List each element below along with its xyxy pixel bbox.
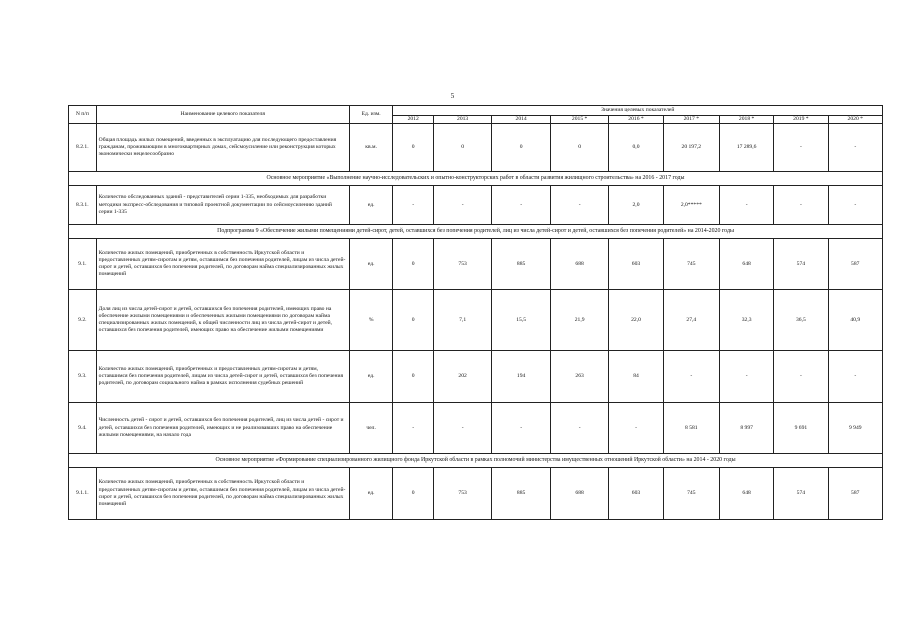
- unit-cell: ед.: [349, 239, 393, 290]
- value-cell: -: [609, 403, 663, 454]
- value-cell: 587: [828, 239, 883, 290]
- value-cell: -: [492, 403, 551, 454]
- value-cell: -: [550, 403, 609, 454]
- indicator-name: Количество жилых помещений, приобретенных в собственность Иркутской области и предоставленных детям-сиротам и детям, оставшимся без попечения родителей, лицам из числа детей-сирот и детей, оставшихся без попечения родителей, по договорам найма специализированных жилых помещений: [96, 468, 349, 520]
- header-year: 2013: [433, 116, 492, 124]
- value-cell: 17 289,6: [720, 124, 774, 172]
- section-title: Основное мероприятие «Выполнение научно-исследовательских и опытно-конструкторских работ в области развития жилищного строительства» на 2016 - 2017 годы: [69, 172, 883, 186]
- header-name: Наименование целевого показателя: [96, 106, 349, 124]
- section-row: [69, 172, 883, 186]
- value-cell: 2,0*****: [663, 186, 719, 225]
- header-year: 2020 *: [828, 116, 883, 124]
- value-cell: 574: [774, 239, 828, 290]
- value-cell: 0: [393, 290, 433, 351]
- value-cell: 40,9: [828, 290, 883, 351]
- value-cell: -: [774, 351, 828, 403]
- indicators-table: [68, 105, 883, 520]
- indicator-name: Количество обследованных зданий - представителей серии 1-335, необходимых для разработки методики экспресс-обследования и типовой проектной документации по сейсмоусилению зданий серии 1-335: [96, 186, 349, 225]
- row-number: 8.2.1.: [69, 124, 97, 172]
- value-cell: 885: [492, 468, 551, 520]
- value-cell: 885: [492, 239, 551, 290]
- value-cell: -: [720, 351, 774, 403]
- value-cell: 0: [393, 468, 433, 520]
- value-cell: 0: [393, 351, 433, 403]
- indicator-name: Общая площадь жилых помещений, введенных в эксплуатацию для последующего предоставления гражданам, проживающим в многоквартирных домах, сейсмоусиление или реконструкция которых экономически нецелесообразно: [96, 124, 349, 172]
- value-cell: 7,1: [433, 290, 492, 351]
- value-cell: 745: [663, 468, 719, 520]
- value-cell: -: [393, 186, 433, 225]
- value-cell: 22,0: [609, 290, 663, 351]
- value-cell: -: [393, 403, 433, 454]
- table-row: [69, 468, 883, 520]
- value-cell: 263: [550, 351, 609, 403]
- table-row: [69, 351, 883, 403]
- value-cell: 8 997: [720, 403, 774, 454]
- indicator-name: Количество жилых помещений, приобретенных в собственность Иркутской области и предоставленных детям-сиротам и детям, оставшимся без попечения родителей, лицам из числа детей-сирот и детей, оставшихся без попечения родителей, по договорам найма специализированных жилых помещений: [96, 239, 349, 290]
- value-cell: 9 691: [774, 403, 828, 454]
- value-cell: 21,9: [550, 290, 609, 351]
- section-title: Подпрограмма 9 «Обеспечение жилыми помещениями детей-сирот, детей, оставшихся без попечения родителей, лиц из числа детей-сирот и детей, оставшихся без попечения родителей» на 2014-2020 годы: [69, 225, 883, 239]
- row-number: 9.1.1.: [69, 468, 97, 520]
- row-number: 8.3.1.: [69, 186, 97, 225]
- value-cell: 194: [492, 351, 551, 403]
- unit-cell: чел.: [349, 403, 393, 454]
- section-row: [69, 225, 883, 239]
- value-cell: -: [774, 124, 828, 172]
- value-cell: 202: [433, 351, 492, 403]
- value-cell: -: [550, 186, 609, 225]
- value-cell: 574: [774, 468, 828, 520]
- value-cell: -: [433, 403, 492, 454]
- indicator-name: Количество жилых помещений, приобретенных и предоставленных детям-сиротам и детям, оставшимся без попечения родителей, лицам из числа детей-сирот и детей, оставшихся без попечения родителей, по договорам социального найма в рамках исполнения судебных решений: [96, 351, 349, 403]
- value-cell: 688: [550, 468, 609, 520]
- value-cell: 9 949: [828, 403, 883, 454]
- indicator-name: Численность детей - сирот и детей, оставшихся без попечения родителей, лиц из числа детей - сирот и детей, оставшихся без попечения родителей, имеющих и не реализовавших право на обеспечение жилыми помещениями, на начало года: [96, 403, 349, 454]
- value-cell: -: [828, 124, 883, 172]
- value-cell: 0: [393, 124, 433, 172]
- value-cell: -: [828, 186, 883, 225]
- header-unit: Ед. изм.: [349, 106, 393, 124]
- header-year: 2014: [492, 116, 551, 124]
- header-year: 2017 *: [663, 116, 719, 124]
- value-cell: 2,0: [609, 186, 663, 225]
- row-number: 9.4.: [69, 403, 97, 454]
- header-year: 2018 *: [720, 116, 774, 124]
- value-cell: -: [828, 351, 883, 403]
- value-cell: 15,5: [492, 290, 551, 351]
- value-cell: 0,0: [609, 124, 663, 172]
- section-title: Основное мероприятие «Формирование специализированного жилищного фонда Иркутской области в рамках полномочий министерства имущественных отношений Иркутской области» на 2014 - 2020 годы: [69, 454, 883, 468]
- table-row: [69, 186, 883, 225]
- value-cell: -: [433, 186, 492, 225]
- value-cell: -: [774, 186, 828, 225]
- unit-cell: кв.м.: [349, 124, 393, 172]
- value-cell: 753: [433, 468, 492, 520]
- value-cell: 36,5: [774, 290, 828, 351]
- table-body: [69, 124, 883, 520]
- unit-cell: %: [349, 290, 393, 351]
- page-number: 5: [450, 92, 455, 100]
- header-year: 2015 *: [550, 116, 609, 124]
- header-year: 2019 *: [774, 116, 828, 124]
- value-cell: 688: [550, 239, 609, 290]
- value-cell: 648: [720, 239, 774, 290]
- value-cell: 603: [609, 239, 663, 290]
- header-values-title: Значения целевых показателей: [393, 106, 883, 116]
- value-cell: -: [663, 351, 719, 403]
- value-cell: 0: [492, 124, 551, 172]
- value-cell: 20 197,2: [663, 124, 719, 172]
- table-row: [69, 124, 883, 172]
- header-row: [69, 106, 883, 116]
- unit-cell: ед.: [349, 468, 393, 520]
- row-number: 9.3.: [69, 351, 97, 403]
- row-number: 9.1.: [69, 239, 97, 290]
- value-cell: 27,4: [663, 290, 719, 351]
- header-num: N п/п: [69, 106, 97, 124]
- table-row: [69, 290, 883, 351]
- value-cell: 648: [720, 468, 774, 520]
- unit-cell: ед.: [349, 351, 393, 403]
- row-number: 9.2.: [69, 290, 97, 351]
- header-year: 2012: [393, 116, 433, 124]
- indicator-name: Доля лиц из числа детей-сирот и детей, оставшихся без попечения родителей, имеющих право на обеспечение жилыми помещениями и обеспеченных жилыми помещениями по договорам найма специализированных жилых помещений, к общей численности лиц из числа детей-сирот и детей, оставшихся без попечения родителей, имеющих право на обеспечение жилыми помещениями: [96, 290, 349, 351]
- value-cell: 603: [609, 468, 663, 520]
- value-cell: 753: [433, 239, 492, 290]
- value-cell: 8 581: [663, 403, 719, 454]
- header-year: 2016 *: [609, 116, 663, 124]
- value-cell: 84: [609, 351, 663, 403]
- value-cell: 32,3: [720, 290, 774, 351]
- table-row: [69, 239, 883, 290]
- value-cell: 0: [433, 124, 492, 172]
- value-cell: 745: [663, 239, 719, 290]
- value-cell: 587: [828, 468, 883, 520]
- value-cell: 0: [550, 124, 609, 172]
- value-cell: -: [720, 186, 774, 225]
- table-row: [69, 403, 883, 454]
- section-row: [69, 454, 883, 468]
- value-cell: 0: [393, 239, 433, 290]
- unit-cell: ед.: [349, 186, 393, 225]
- value-cell: -: [492, 186, 551, 225]
